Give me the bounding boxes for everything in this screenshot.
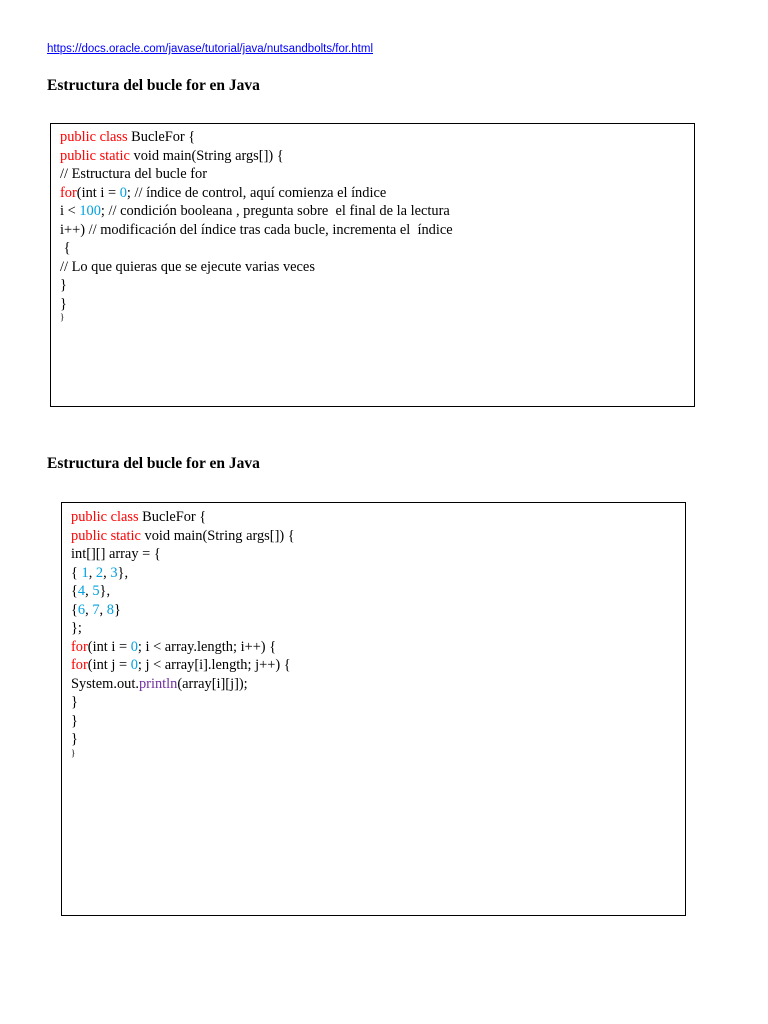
code-text: }	[60, 277, 67, 293]
code-text: {	[60, 240, 71, 256]
code-line	[60, 147, 694, 166]
code-block-1	[50, 123, 695, 407]
code-text: };	[71, 620, 82, 636]
code-function: println	[138, 675, 178, 692]
code-keyword: for	[71, 657, 88, 673]
code-keyword: public static	[60, 147, 130, 164]
code-line	[71, 601, 685, 620]
code-line	[60, 165, 694, 184]
code-line	[60, 221, 694, 240]
code-text: ; // índice de control, aquí comienza el índice	[126, 184, 387, 201]
code-text: ,	[85, 601, 93, 618]
code-text: }	[71, 694, 78, 710]
code-text: BucleFor {	[138, 509, 207, 525]
code-text: (int i =	[76, 184, 120, 201]
code-line	[60, 295, 694, 314]
code-text: ,	[103, 564, 111, 581]
code-keyword: public class	[60, 129, 128, 145]
code-text: i++) // modificación del índice tras cada bucle, incrementa el índice	[60, 221, 453, 238]
code-line	[71, 582, 685, 601]
code-line	[60, 313, 694, 322]
code-line	[71, 656, 685, 675]
code-text: (int j =	[87, 657, 131, 673]
code-number: 5	[92, 583, 100, 599]
code-text: int[][] array = {	[71, 546, 161, 562]
code-text: ,	[88, 564, 96, 581]
code-number: 0	[130, 638, 138, 655]
code-text: ; j < array[i].length; j++) {	[137, 657, 291, 673]
code-text: i <	[60, 203, 80, 219]
code-line	[71, 712, 685, 731]
code-line	[71, 564, 685, 583]
code-line	[71, 693, 685, 712]
code-keyword: for	[71, 638, 88, 655]
oracle-docs-link[interactable]: https://docs.oracle.com/javase/tutorial/java/nutsandbolts/for.html	[47, 43, 373, 55]
code-keyword: public static	[71, 527, 141, 544]
code-comment: // Lo que quieras que se ejecute varias veces	[60, 258, 315, 275]
code-text: System.out.	[71, 675, 139, 692]
code-number: 3	[110, 564, 118, 581]
code-line	[71, 638, 685, 657]
code-number: 2	[95, 564, 104, 581]
code-line	[60, 258, 694, 277]
code-keyword: for	[60, 184, 77, 201]
code-number: 4	[77, 583, 86, 599]
code-text: ; // condición booleana , pregunta sobre el final de la lectura	[100, 203, 450, 219]
code-line	[71, 545, 685, 564]
code-text: BucleFor {	[127, 129, 196, 145]
code-number: 6	[77, 601, 86, 618]
code-number: 100	[79, 203, 101, 219]
code-text: (int i =	[87, 638, 131, 655]
code-line	[60, 276, 694, 295]
code-line	[71, 749, 685, 758]
code-line	[71, 675, 685, 694]
code-number: 7	[92, 601, 100, 618]
code-line	[60, 184, 694, 203]
code-block-2	[61, 502, 686, 916]
code-text: (array[i][j]);	[177, 675, 248, 692]
section-2-title: Estructura del bucle for en Java	[47, 455, 260, 472]
code-text: {	[71, 564, 82, 581]
code-text: ,	[85, 583, 93, 599]
code-line	[60, 128, 694, 147]
code-text: void main(String args[]) {	[140, 527, 295, 544]
code-text: void main(String args[]) {	[129, 147, 284, 164]
code-text: },	[99, 583, 111, 599]
code-text: },	[117, 564, 129, 581]
code-text: {	[71, 583, 78, 599]
code-text: }	[113, 601, 121, 618]
code-number: 1	[81, 564, 89, 581]
code-text: }	[71, 747, 76, 758]
code-text: ,	[99, 601, 107, 618]
code-line	[71, 619, 685, 638]
code-line	[60, 239, 694, 258]
code-text: }	[60, 295, 67, 312]
code-text: }	[71, 712, 78, 729]
code-line	[60, 202, 694, 221]
code-text: {	[71, 601, 78, 618]
code-text: ; i < array.length; i++) {	[137, 638, 277, 655]
code-text: }	[60, 312, 65, 322]
code-line	[71, 508, 685, 527]
code-number: 8	[106, 601, 114, 618]
code-text: }	[71, 731, 78, 747]
code-line	[71, 527, 685, 546]
code-number: 0	[130, 657, 138, 673]
code-number: 0	[119, 184, 127, 201]
code-line	[71, 730, 685, 749]
section-1-title: Estructura del bucle for en Java	[47, 77, 260, 94]
code-keyword: public class	[71, 509, 139, 525]
code-comment: // Estructura del bucle for	[60, 166, 208, 182]
